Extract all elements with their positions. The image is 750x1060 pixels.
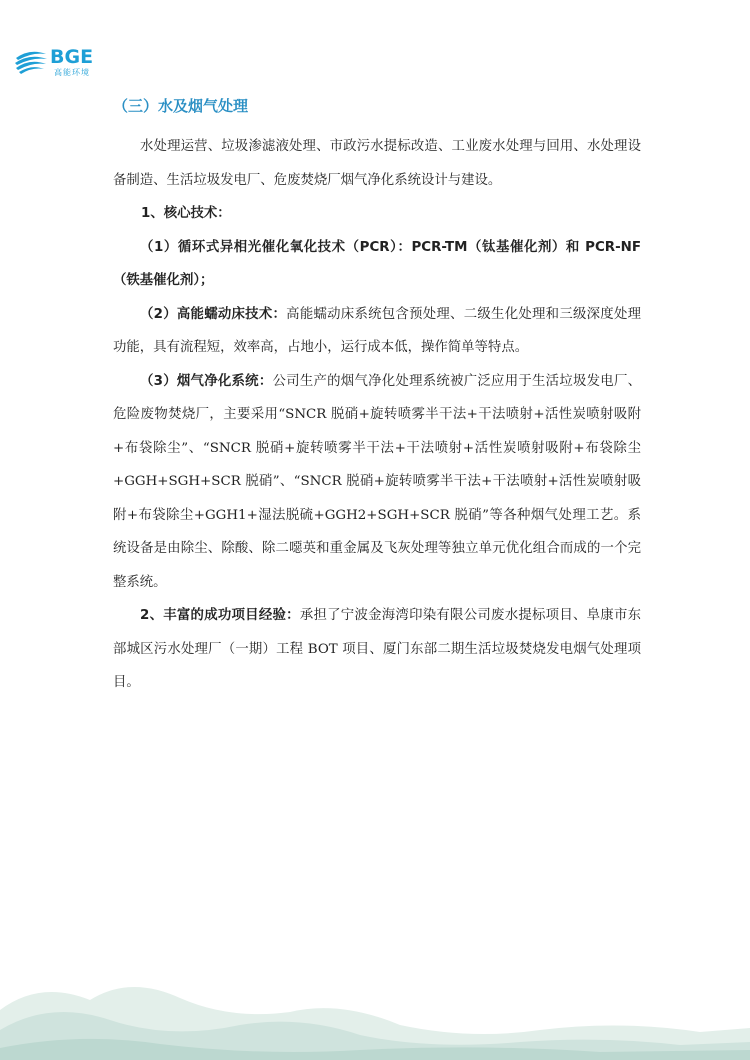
tech-2-text: 高能蠕动床系统包含预处理、二级生化处理和三级深度处理功能，具有流程短，效率高，占地小，运行成本低，操作简单等特点。 [113,306,641,355]
mountain-decoration-icon [0,970,750,1060]
brand-name: BGE [50,46,94,68]
experience-text: 承担了宁波金海湾印染有限公司废水提标项目、阜康市东部城区污水处理厂（一期）工程 BOT 项目、厦门东部二期生活垃圾焚烧发电烟气处理项目。 [113,608,641,690]
tech-3-label: （3）烟气净化系统： [140,373,273,389]
tech-1-paragraph: （1）循环式异相光催化氧化技术（PCR）：PCR-TM（钛基催化剂）和 PCR-NF（铁基催化剂）； [113,239,641,288]
tech-3-paragraph [113,365,641,600]
experience-label: 2、丰富的成功项目经验： [140,608,300,623]
experience-paragraph [113,599,641,700]
tech-3-text: 公司生产的烟气净化处理系统被广泛应用于生活垃圾发电厂、危险废物焚烧厂，主要采用“SNCR 脱硝+旋转喷雾半干法+干法喷射+活性炭喷射吸附+布袋除尘”、“SNCR 脱硝+旋转喷雾半干法+干法喷射+活性炭喷射吸附+布袋除尘+GGH+SGH+SCR 脱硝”、“SNCR 脱硝+旋转喷雾半干法+干法喷射+活性炭喷射吸附+布袋除尘+GGH1+湿法脱硫+GGH2+SGH+SCR 脱硝”等各种烟气处理工艺。系统设备是由除尘、除酸、除二噁英和重金属及飞灰处理等独立单元优化组合而成的一个完整系统。 [113,373,642,590]
intro-paragraph: 水处理运营、垃圾渗滤液处理、市政污水提标改造、工业废水处理与回用、水处理设备制造、生活垃圾发电厂、危废焚烧厂烟气净化系统设计与建设。 [113,139,641,188]
brand-subtitle: 高能环境 [54,68,90,77]
document-body [113,96,641,700]
core-tech-title: 1、核心技术： [141,206,231,221]
tech-2-paragraph [113,298,641,365]
section-heading: （三）水及烟气处理 [113,97,249,115]
tech-2-label: （2）高能蠕动床技术： [140,306,287,322]
